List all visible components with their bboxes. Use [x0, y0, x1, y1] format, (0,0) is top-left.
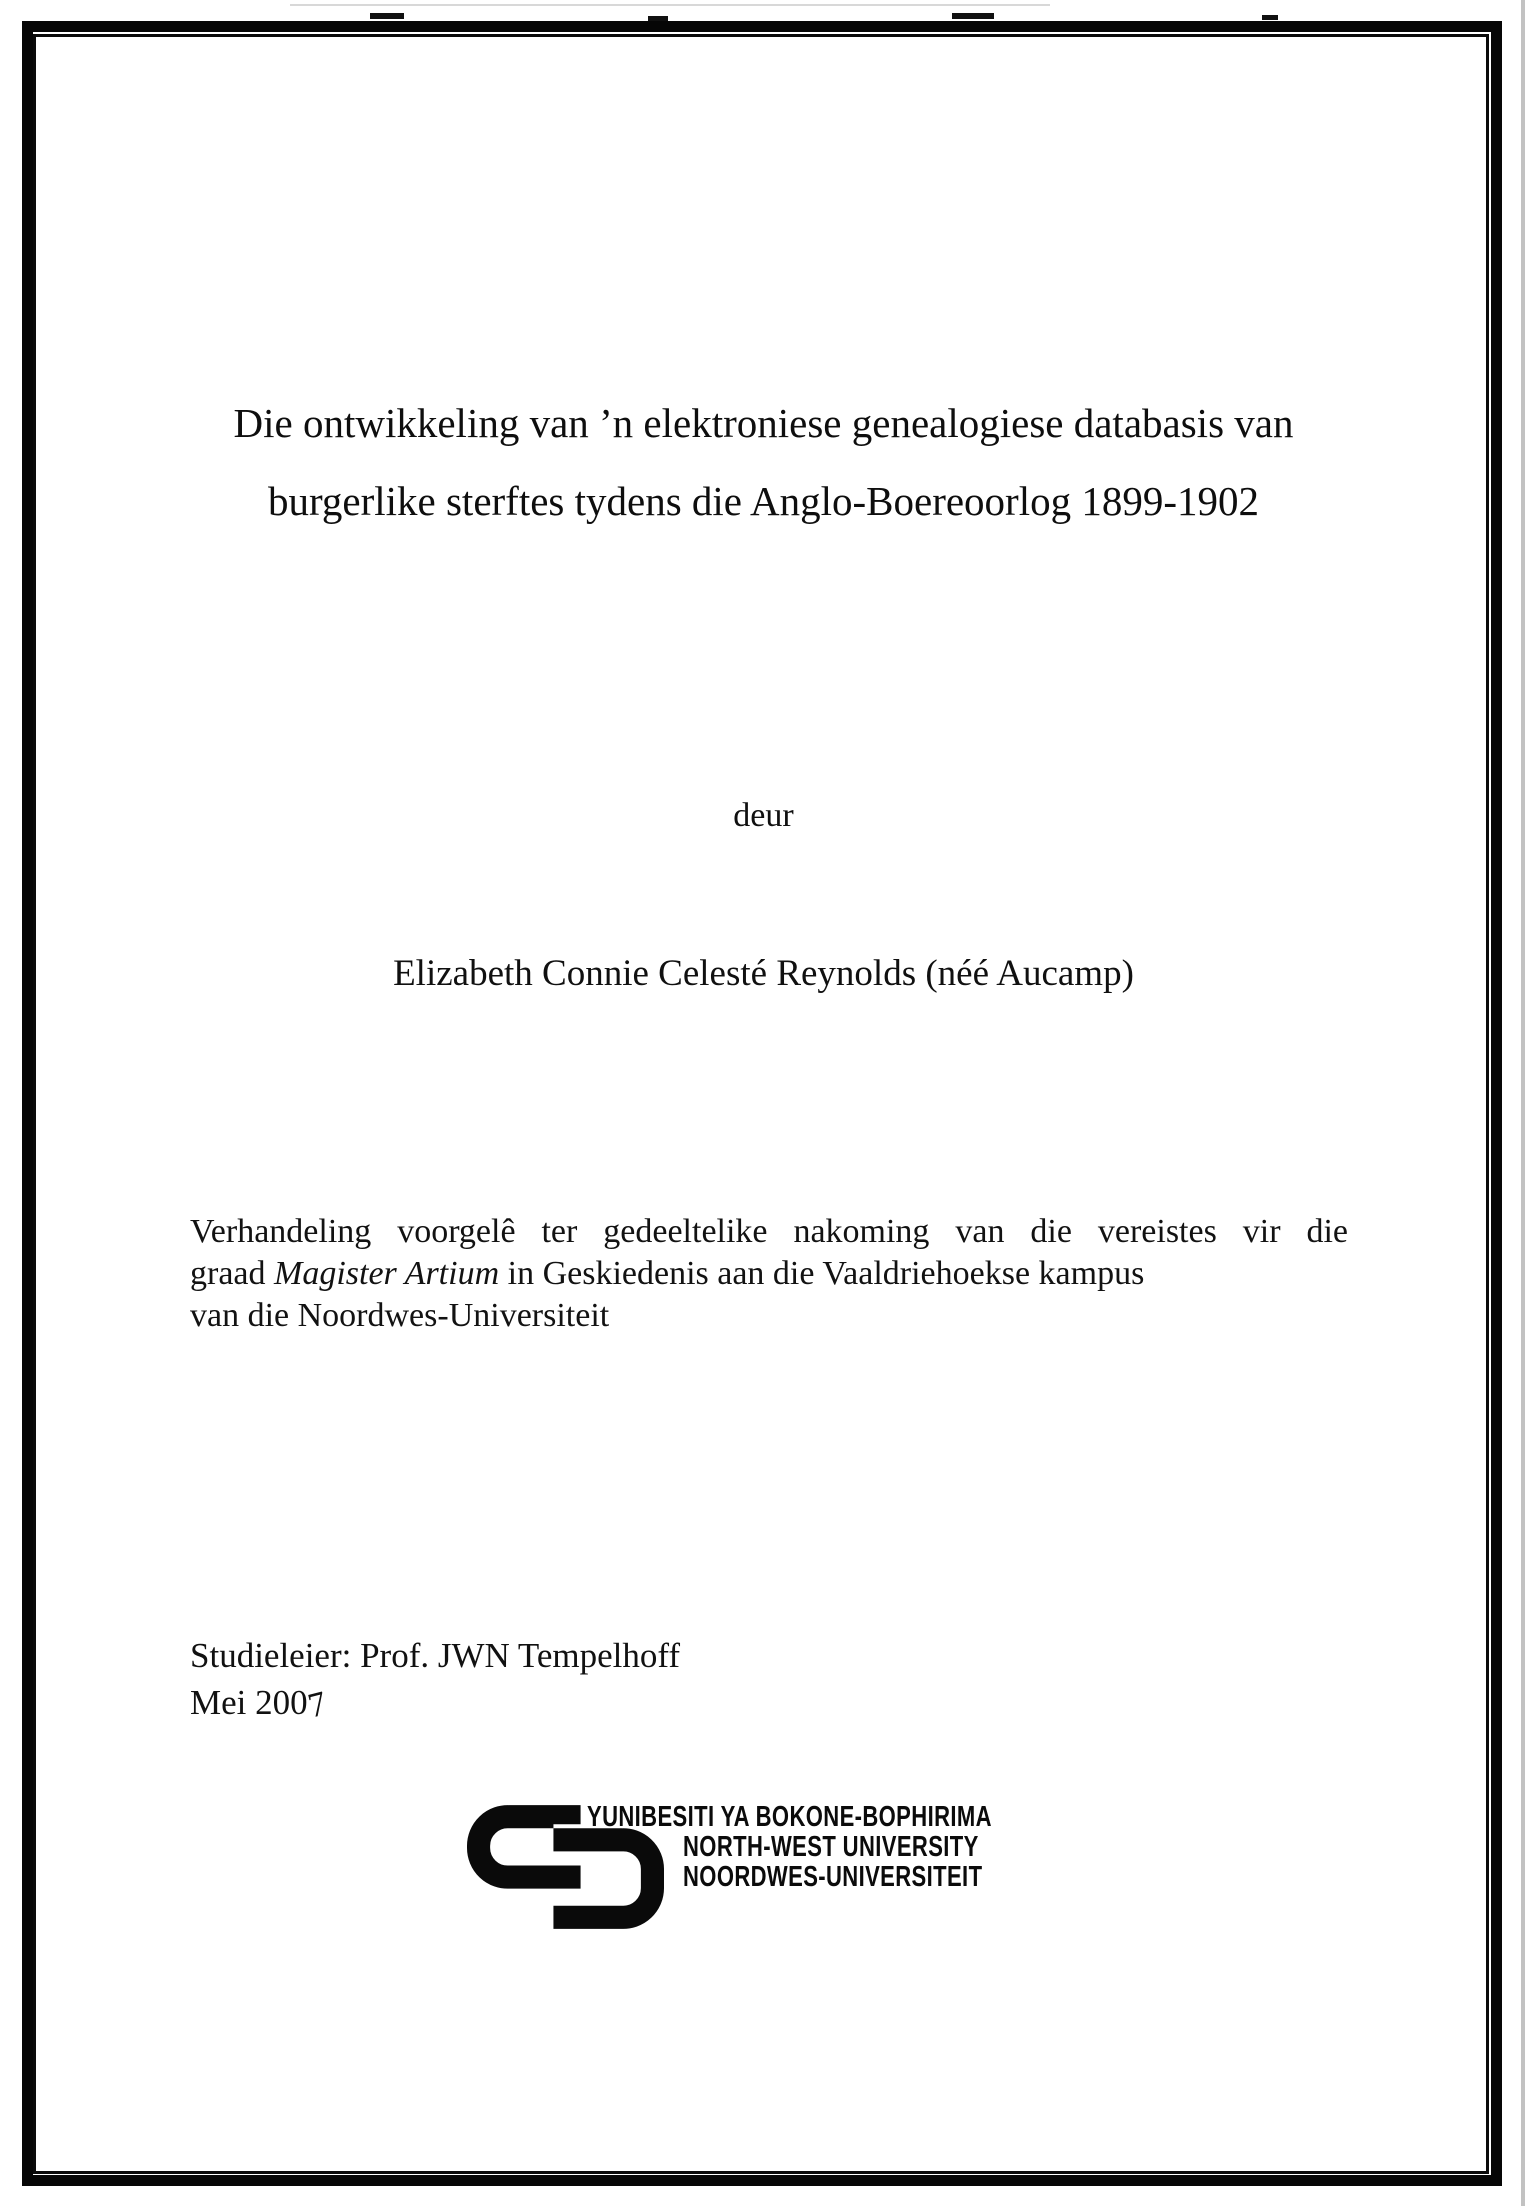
date-line — [190, 1679, 680, 1726]
logo-text-english: NORTH-WEST UNIVERSITY — [683, 1831, 979, 1863]
logo-text-afrikaans: NOORDWES-UNIVERSITEIT — [683, 1861, 983, 1893]
date-prefix: Mei 200 — [190, 1683, 308, 1722]
statement-line2 — [190, 1253, 1348, 1295]
scan-edge-streak — [1521, 0, 1525, 2206]
scan-edge-streak — [290, 4, 1050, 6]
supervisor-line: Studieleier: Prof. JWN Tempelhoff — [190, 1636, 681, 1675]
statement-line3: van die Noordwes-Universiteit — [190, 1297, 610, 1334]
submission-statement — [190, 1211, 1348, 1337]
date-last-digit: 7 — [303, 1683, 331, 1726]
scan-artifact — [952, 13, 994, 19]
thesis-title — [0, 384, 1527, 540]
scan-artifact — [370, 13, 404, 19]
scan-artifact — [1262, 15, 1278, 20]
logo-text-setswana: YUNIBESITI YA BOKONE-BOPHIRIMA — [587, 1801, 992, 1833]
scan-artifact — [648, 16, 668, 21]
thesis-title-line2: burgerlike sterftes tydens die Anglo-Boereoorlog 1899-1902 — [267, 478, 1259, 524]
thesis-title-line1: Die ontwikkeling van ’n elektroniese genealogiese databasis van — [233, 400, 1294, 446]
author-name: Elizabeth Connie Celesté Reynolds (néé Aucamp) — [393, 953, 1134, 994]
statement-line2-prefix: graad — [190, 1255, 275, 1292]
statement-line1: Verhandeling voorgelê ter gedeeltelike nakoming van die vereistes vir die — [190, 1213, 1348, 1250]
statement-line2-suffix: in Geskiedenis aan die Vaaldriehoekse kampus — [499, 1255, 1145, 1292]
byline-word: deur — [733, 797, 794, 834]
statement-degree-name: Magister Artium — [274, 1255, 500, 1292]
supervisor-block — [190, 1632, 680, 1726]
